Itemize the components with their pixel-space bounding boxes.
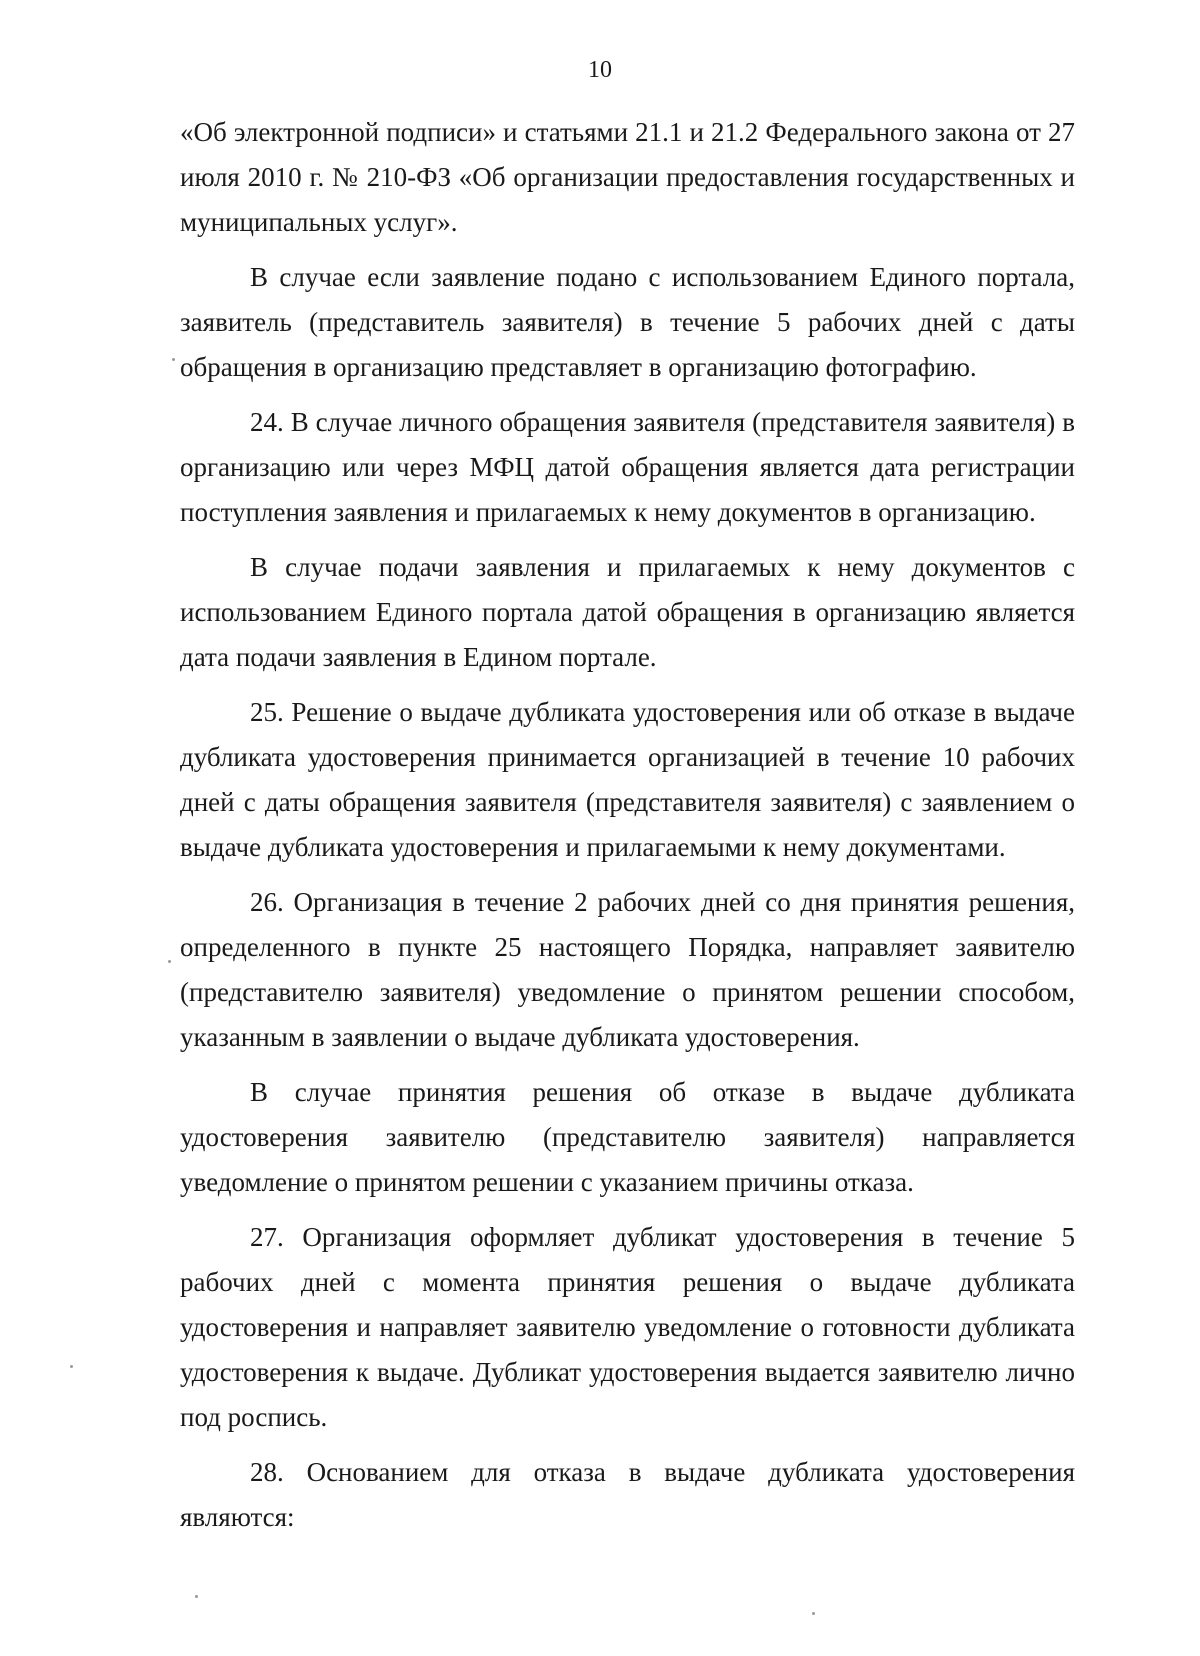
paragraph-item-24: 24. В случае личного обращения заявителя (представителя заявителя) в организацию или через МФЦ датой обращения является дата регистрации поступления заявления и прилагаемых к нему документов в организацию.: [180, 407, 1075, 527]
scan-speck: [195, 1595, 198, 1598]
scan-speck: [70, 1365, 73, 1368]
paragraph-continuation: «Об электронной подписи» и статьями 21.1 и 21.2 Федерального закона от 27 июля 2010 г. № 210-ФЗ «Об организации предоставления государственных и муниципальных услуг».: [180, 117, 1075, 237]
paragraph-unified-portal-photo: В случае если заявление подано с использованием Единого портала, заявитель (представитель заявителя) в течение 5 рабочих дней с даты обращения в организацию представляет в организацию фотографию.: [180, 262, 1075, 382]
scan-speck: [812, 1612, 815, 1615]
paragraph-refusal-notice: В случае принятия решения об отказе в выдаче дубликата удостоверения заявителю (представителю заявителя) направляется уведомление о принятом решении с указанием причины отказа.: [180, 1077, 1075, 1197]
page-number: 10: [588, 57, 612, 83]
document-body: [180, 110, 1075, 1550]
paragraph-unified-portal-date: В случае подачи заявления и прилагаемых к нему документов с использованием Единого портала датой обращения в организацию является дата подачи заявления в Едином портале.: [180, 552, 1075, 672]
paragraph-item-27: 27. Организация оформляет дубликат удостоверения в течение 5 рабочих дней с момента принятия решения о выдаче дубликата удостоверения и направляет заявителю уведомление о готовности дубликата удостоверения к выдаче. Дубликат удостоверения выдается заявителю лично под роспись.: [180, 1222, 1075, 1432]
scan-speck: [168, 960, 171, 963]
paragraph-item-26: 26. Организация в течение 2 рабочих дней со дня принятия решения, определенного в пункте 25 настоящего Порядка, направляет заявителю (представителю заявителя) уведомление о принятом решении способом, указанным в заявлении о выдаче дубликата удостоверения.: [180, 887, 1075, 1052]
scan-speck: [172, 358, 175, 361]
paragraph-item-25: 25. Решение о выдаче дубликата удостоверения или об отказе в выдаче дубликата удостоверения принимается организацией в течение 10 рабочих дней с даты обращения заявителя (представителя заявителя) с заявлением о выдаче дубликата удостоверения и прилагаемыми к нему документами.: [180, 697, 1075, 862]
paragraph-item-28: 28. Основанием для отказа в выдаче дубликата удостоверения являются:: [180, 1457, 1075, 1532]
